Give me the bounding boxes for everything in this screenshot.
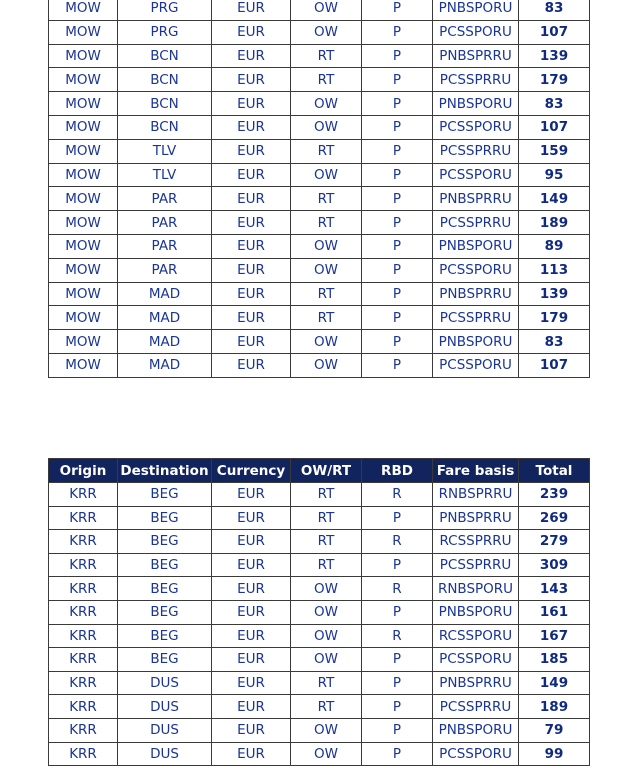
cell-total: 309 bbox=[519, 553, 590, 577]
cell-origin: KRR bbox=[49, 695, 118, 719]
cell-destination: BEG bbox=[118, 530, 212, 554]
cell-total: 89 bbox=[519, 234, 590, 258]
table-row bbox=[49, 718, 590, 742]
cell-destination: BCN bbox=[118, 44, 212, 68]
cell-total: 149 bbox=[519, 671, 590, 695]
cell-total: 161 bbox=[519, 600, 590, 624]
cell-destination: BEG bbox=[118, 648, 212, 672]
cell-currency: EUR bbox=[212, 530, 291, 554]
cell-rbd: P bbox=[362, 553, 433, 577]
cell-total: 99 bbox=[519, 742, 590, 766]
cell-fare-basis: PCSSPRRU bbox=[433, 139, 519, 163]
header-rbd: RBD bbox=[362, 459, 433, 483]
cell-currency: EUR bbox=[212, 671, 291, 695]
cell-origin: KRR bbox=[49, 600, 118, 624]
cell-total: 185 bbox=[519, 648, 590, 672]
cell-currency: EUR bbox=[212, 0, 291, 20]
cell-total: 95 bbox=[519, 163, 590, 187]
cell-currency: EUR bbox=[212, 577, 291, 601]
cell-total: 107 bbox=[519, 353, 590, 377]
cell-fare-basis: PCSSPORU bbox=[433, 742, 519, 766]
table-row bbox=[49, 0, 590, 20]
fare-table-krasnodar-body bbox=[49, 483, 590, 766]
cell-total: 113 bbox=[519, 258, 590, 282]
cell-total: 107 bbox=[519, 115, 590, 139]
cell-fare-basis: PCSSPRRU bbox=[433, 68, 519, 92]
table-row bbox=[49, 187, 590, 211]
cell-origin: KRR bbox=[49, 577, 118, 601]
table-row bbox=[49, 624, 590, 648]
cell-origin: MOW bbox=[49, 330, 118, 354]
cell-ow-rt: OW bbox=[291, 92, 362, 116]
cell-fare-basis: RNBSPRRU bbox=[433, 483, 519, 507]
header-ow-rt: OW/RT bbox=[291, 459, 362, 483]
cell-destination: PAR bbox=[118, 234, 212, 258]
table-row bbox=[49, 44, 590, 68]
cell-fare-basis: PNBSPORU bbox=[433, 234, 519, 258]
cell-ow-rt: OW bbox=[291, 0, 362, 20]
cell-rbd: P bbox=[362, 20, 433, 44]
cell-origin: MOW bbox=[49, 20, 118, 44]
cell-ow-rt: RT bbox=[291, 44, 362, 68]
cell-rbd: P bbox=[362, 187, 433, 211]
cell-rbd: P bbox=[362, 353, 433, 377]
table-row bbox=[49, 115, 590, 139]
cell-fare-basis: PCSSPORU bbox=[433, 20, 519, 44]
table-row bbox=[49, 648, 590, 672]
header-row bbox=[49, 459, 590, 483]
cell-currency: EUR bbox=[212, 139, 291, 163]
cell-rbd: P bbox=[362, 258, 433, 282]
cell-rbd: P bbox=[362, 600, 433, 624]
cell-destination: TLV bbox=[118, 163, 212, 187]
header-currency: Currency bbox=[212, 459, 291, 483]
table-row bbox=[49, 258, 590, 282]
cell-currency: EUR bbox=[212, 44, 291, 68]
cell-currency: EUR bbox=[212, 695, 291, 719]
cell-destination: MAD bbox=[118, 282, 212, 306]
cell-ow-rt: RT bbox=[291, 139, 362, 163]
cell-total: 239 bbox=[519, 483, 590, 507]
cell-fare-basis: PCSSPORU bbox=[433, 258, 519, 282]
header-destination: Destination bbox=[118, 459, 212, 483]
table-row bbox=[49, 68, 590, 92]
cell-total: 107 bbox=[519, 20, 590, 44]
cell-fare-basis: RCSSPRRU bbox=[433, 530, 519, 554]
cell-ow-rt: RT bbox=[291, 483, 362, 507]
cell-fare-basis: PNBSPRRU bbox=[433, 282, 519, 306]
cell-ow-rt: RT bbox=[291, 695, 362, 719]
cell-total: 279 bbox=[519, 530, 590, 554]
cell-destination: BEG bbox=[118, 483, 212, 507]
cell-ow-rt: RT bbox=[291, 68, 362, 92]
cell-rbd: P bbox=[362, 506, 433, 530]
cell-rbd: P bbox=[362, 0, 433, 20]
cell-origin: MOW bbox=[49, 234, 118, 258]
cell-total: 83 bbox=[519, 92, 590, 116]
cell-destination: BCN bbox=[118, 68, 212, 92]
cell-origin: MOW bbox=[49, 187, 118, 211]
cell-rbd: P bbox=[362, 282, 433, 306]
cell-origin: MOW bbox=[49, 282, 118, 306]
cell-rbd: P bbox=[362, 68, 433, 92]
table-row bbox=[49, 306, 590, 330]
table-row bbox=[49, 282, 590, 306]
cell-origin: MOW bbox=[49, 115, 118, 139]
cell-fare-basis: PNBSPORU bbox=[433, 330, 519, 354]
cell-rbd: P bbox=[362, 139, 433, 163]
table-row bbox=[49, 577, 590, 601]
cell-currency: EUR bbox=[212, 115, 291, 139]
table-row bbox=[49, 163, 590, 187]
cell-destination: MAD bbox=[118, 353, 212, 377]
cell-total: 149 bbox=[519, 187, 590, 211]
table-row bbox=[49, 92, 590, 116]
cell-ow-rt: RT bbox=[291, 211, 362, 235]
cell-currency: EUR bbox=[212, 718, 291, 742]
cell-total: 179 bbox=[519, 68, 590, 92]
cell-currency: EUR bbox=[212, 553, 291, 577]
table-row bbox=[49, 671, 590, 695]
cell-ow-rt: OW bbox=[291, 234, 362, 258]
cell-total: 83 bbox=[519, 0, 590, 20]
cell-destination: PRG bbox=[118, 20, 212, 44]
cell-currency: EUR bbox=[212, 211, 291, 235]
cell-ow-rt: OW bbox=[291, 258, 362, 282]
cell-total: 143 bbox=[519, 577, 590, 601]
cell-ow-rt: OW bbox=[291, 20, 362, 44]
cell-fare-basis: PCSSPRRU bbox=[433, 306, 519, 330]
cell-origin: KRR bbox=[49, 718, 118, 742]
table-row bbox=[49, 530, 590, 554]
cell-fare-basis: PCSSPORU bbox=[433, 353, 519, 377]
cell-ow-rt: OW bbox=[291, 718, 362, 742]
cell-total: 189 bbox=[519, 695, 590, 719]
table-row bbox=[49, 139, 590, 163]
cell-origin: MOW bbox=[49, 306, 118, 330]
header-total: Total bbox=[519, 459, 590, 483]
cell-origin: KRR bbox=[49, 553, 118, 577]
cell-rbd: P bbox=[362, 44, 433, 68]
cell-origin: MOW bbox=[49, 211, 118, 235]
table-row bbox=[49, 695, 590, 719]
fare-table-header bbox=[49, 459, 590, 483]
cell-destination: PAR bbox=[118, 258, 212, 282]
cell-ow-rt: RT bbox=[291, 506, 362, 530]
cell-origin: MOW bbox=[49, 163, 118, 187]
cell-destination: BEG bbox=[118, 624, 212, 648]
cell-destination: BCN bbox=[118, 115, 212, 139]
cell-currency: EUR bbox=[212, 68, 291, 92]
cell-ow-rt: RT bbox=[291, 282, 362, 306]
cell-origin: KRR bbox=[49, 742, 118, 766]
cell-fare-basis: PNBSPORU bbox=[433, 718, 519, 742]
cell-destination: DUS bbox=[118, 671, 212, 695]
table-row bbox=[49, 742, 590, 766]
cell-fare-basis: RNBSPORU bbox=[433, 577, 519, 601]
cell-fare-basis: PCSSPRRU bbox=[433, 695, 519, 719]
cell-currency: EUR bbox=[212, 742, 291, 766]
cell-total: 139 bbox=[519, 44, 590, 68]
cell-origin: MOW bbox=[49, 0, 118, 20]
cell-total: 167 bbox=[519, 624, 590, 648]
cell-rbd: P bbox=[362, 163, 433, 187]
cell-destination: TLV bbox=[118, 139, 212, 163]
cell-rbd: R bbox=[362, 577, 433, 601]
cell-ow-rt: OW bbox=[291, 648, 362, 672]
cell-origin: MOW bbox=[49, 68, 118, 92]
cell-rbd: P bbox=[362, 234, 433, 258]
cell-currency: EUR bbox=[212, 234, 291, 258]
cell-ow-rt: OW bbox=[291, 577, 362, 601]
cell-origin: MOW bbox=[49, 44, 118, 68]
cell-total: 269 bbox=[519, 506, 590, 530]
cell-currency: EUR bbox=[212, 282, 291, 306]
cell-ow-rt: OW bbox=[291, 330, 362, 354]
cell-destination: BEG bbox=[118, 577, 212, 601]
cell-origin: MOW bbox=[49, 353, 118, 377]
cell-origin: KRR bbox=[49, 671, 118, 695]
fare-table-moscow-body bbox=[49, 0, 590, 377]
cell-destination: BEG bbox=[118, 600, 212, 624]
table-row bbox=[49, 506, 590, 530]
cell-fare-basis: PNBSPRRU bbox=[433, 187, 519, 211]
cell-fare-basis: PCSSPRRU bbox=[433, 211, 519, 235]
cell-rbd: P bbox=[362, 648, 433, 672]
cell-ow-rt: RT bbox=[291, 671, 362, 695]
cell-currency: EUR bbox=[212, 163, 291, 187]
cell-origin: MOW bbox=[49, 258, 118, 282]
cell-currency: EUR bbox=[212, 92, 291, 116]
cell-destination: DUS bbox=[118, 718, 212, 742]
cell-total: 139 bbox=[519, 282, 590, 306]
cell-fare-basis: PNBSPRRU bbox=[433, 506, 519, 530]
cell-rbd: R bbox=[362, 624, 433, 648]
table-row bbox=[49, 20, 590, 44]
cell-fare-basis: PNBSPORU bbox=[433, 0, 519, 20]
cell-destination: BEG bbox=[118, 553, 212, 577]
cell-currency: EUR bbox=[212, 600, 291, 624]
cell-total: 179 bbox=[519, 306, 590, 330]
cell-fare-basis: PCSSPORU bbox=[433, 648, 519, 672]
cell-total: 159 bbox=[519, 139, 590, 163]
cell-origin: KRR bbox=[49, 483, 118, 507]
cell-origin: KRR bbox=[49, 530, 118, 554]
cell-currency: EUR bbox=[212, 353, 291, 377]
cell-currency: EUR bbox=[212, 506, 291, 530]
cell-rbd: P bbox=[362, 330, 433, 354]
cell-rbd: P bbox=[362, 695, 433, 719]
cell-fare-basis: PNBSPORU bbox=[433, 600, 519, 624]
table-row bbox=[49, 234, 590, 258]
cell-ow-rt: RT bbox=[291, 530, 362, 554]
cell-rbd: P bbox=[362, 306, 433, 330]
cell-ow-rt: OW bbox=[291, 163, 362, 187]
table-row bbox=[49, 483, 590, 507]
cell-fare-basis: PNBSPORU bbox=[433, 92, 519, 116]
cell-origin: KRR bbox=[49, 506, 118, 530]
cell-destination: BEG bbox=[118, 506, 212, 530]
cell-fare-basis: PCSSPORU bbox=[433, 115, 519, 139]
cell-rbd: P bbox=[362, 742, 433, 766]
cell-origin: MOW bbox=[49, 92, 118, 116]
cell-rbd: R bbox=[362, 530, 433, 554]
cell-rbd: P bbox=[362, 718, 433, 742]
table-row bbox=[49, 211, 590, 235]
cell-fare-basis: PCSSPRRU bbox=[433, 553, 519, 577]
cell-ow-rt: OW bbox=[291, 742, 362, 766]
cell-destination: DUS bbox=[118, 742, 212, 766]
cell-fare-basis: PNBSPRRU bbox=[433, 44, 519, 68]
cell-ow-rt: RT bbox=[291, 306, 362, 330]
cell-destination: PRG bbox=[118, 0, 212, 20]
cell-currency: EUR bbox=[212, 258, 291, 282]
cell-destination: MAD bbox=[118, 330, 212, 354]
cell-destination: DUS bbox=[118, 695, 212, 719]
cell-rbd: P bbox=[362, 92, 433, 116]
cell-destination: BCN bbox=[118, 92, 212, 116]
cell-fare-basis: PNBSPRRU bbox=[433, 671, 519, 695]
cell-ow-rt: OW bbox=[291, 353, 362, 377]
table-row bbox=[49, 553, 590, 577]
header-fare-basis: Fare basis bbox=[433, 459, 519, 483]
cell-ow-rt: RT bbox=[291, 553, 362, 577]
cell-origin: KRR bbox=[49, 648, 118, 672]
fare-table-moscow bbox=[48, 0, 590, 378]
cell-total: 79 bbox=[519, 718, 590, 742]
fare-table-krasnodar bbox=[48, 458, 590, 766]
cell-currency: EUR bbox=[212, 330, 291, 354]
cell-ow-rt: OW bbox=[291, 115, 362, 139]
cell-currency: EUR bbox=[212, 306, 291, 330]
cell-ow-rt: OW bbox=[291, 600, 362, 624]
cell-fare-basis: RCSSPORU bbox=[433, 624, 519, 648]
table-row bbox=[49, 330, 590, 354]
cell-origin: MOW bbox=[49, 139, 118, 163]
cell-currency: EUR bbox=[212, 20, 291, 44]
cell-total: 189 bbox=[519, 211, 590, 235]
cell-origin: KRR bbox=[49, 624, 118, 648]
cell-rbd: P bbox=[362, 211, 433, 235]
cell-rbd: R bbox=[362, 483, 433, 507]
cell-destination: PAR bbox=[118, 187, 212, 211]
cell-currency: EUR bbox=[212, 624, 291, 648]
cell-destination: MAD bbox=[118, 306, 212, 330]
cell-rbd: P bbox=[362, 671, 433, 695]
table-row bbox=[49, 600, 590, 624]
header-origin: Origin bbox=[49, 459, 118, 483]
cell-ow-rt: RT bbox=[291, 187, 362, 211]
cell-fare-basis: PCSSPORU bbox=[433, 163, 519, 187]
cell-currency: EUR bbox=[212, 648, 291, 672]
cell-ow-rt: OW bbox=[291, 624, 362, 648]
cell-currency: EUR bbox=[212, 483, 291, 507]
cell-rbd: P bbox=[362, 115, 433, 139]
cell-destination: PAR bbox=[118, 211, 212, 235]
cell-currency: EUR bbox=[212, 187, 291, 211]
table-row bbox=[49, 353, 590, 377]
cell-total: 83 bbox=[519, 330, 590, 354]
